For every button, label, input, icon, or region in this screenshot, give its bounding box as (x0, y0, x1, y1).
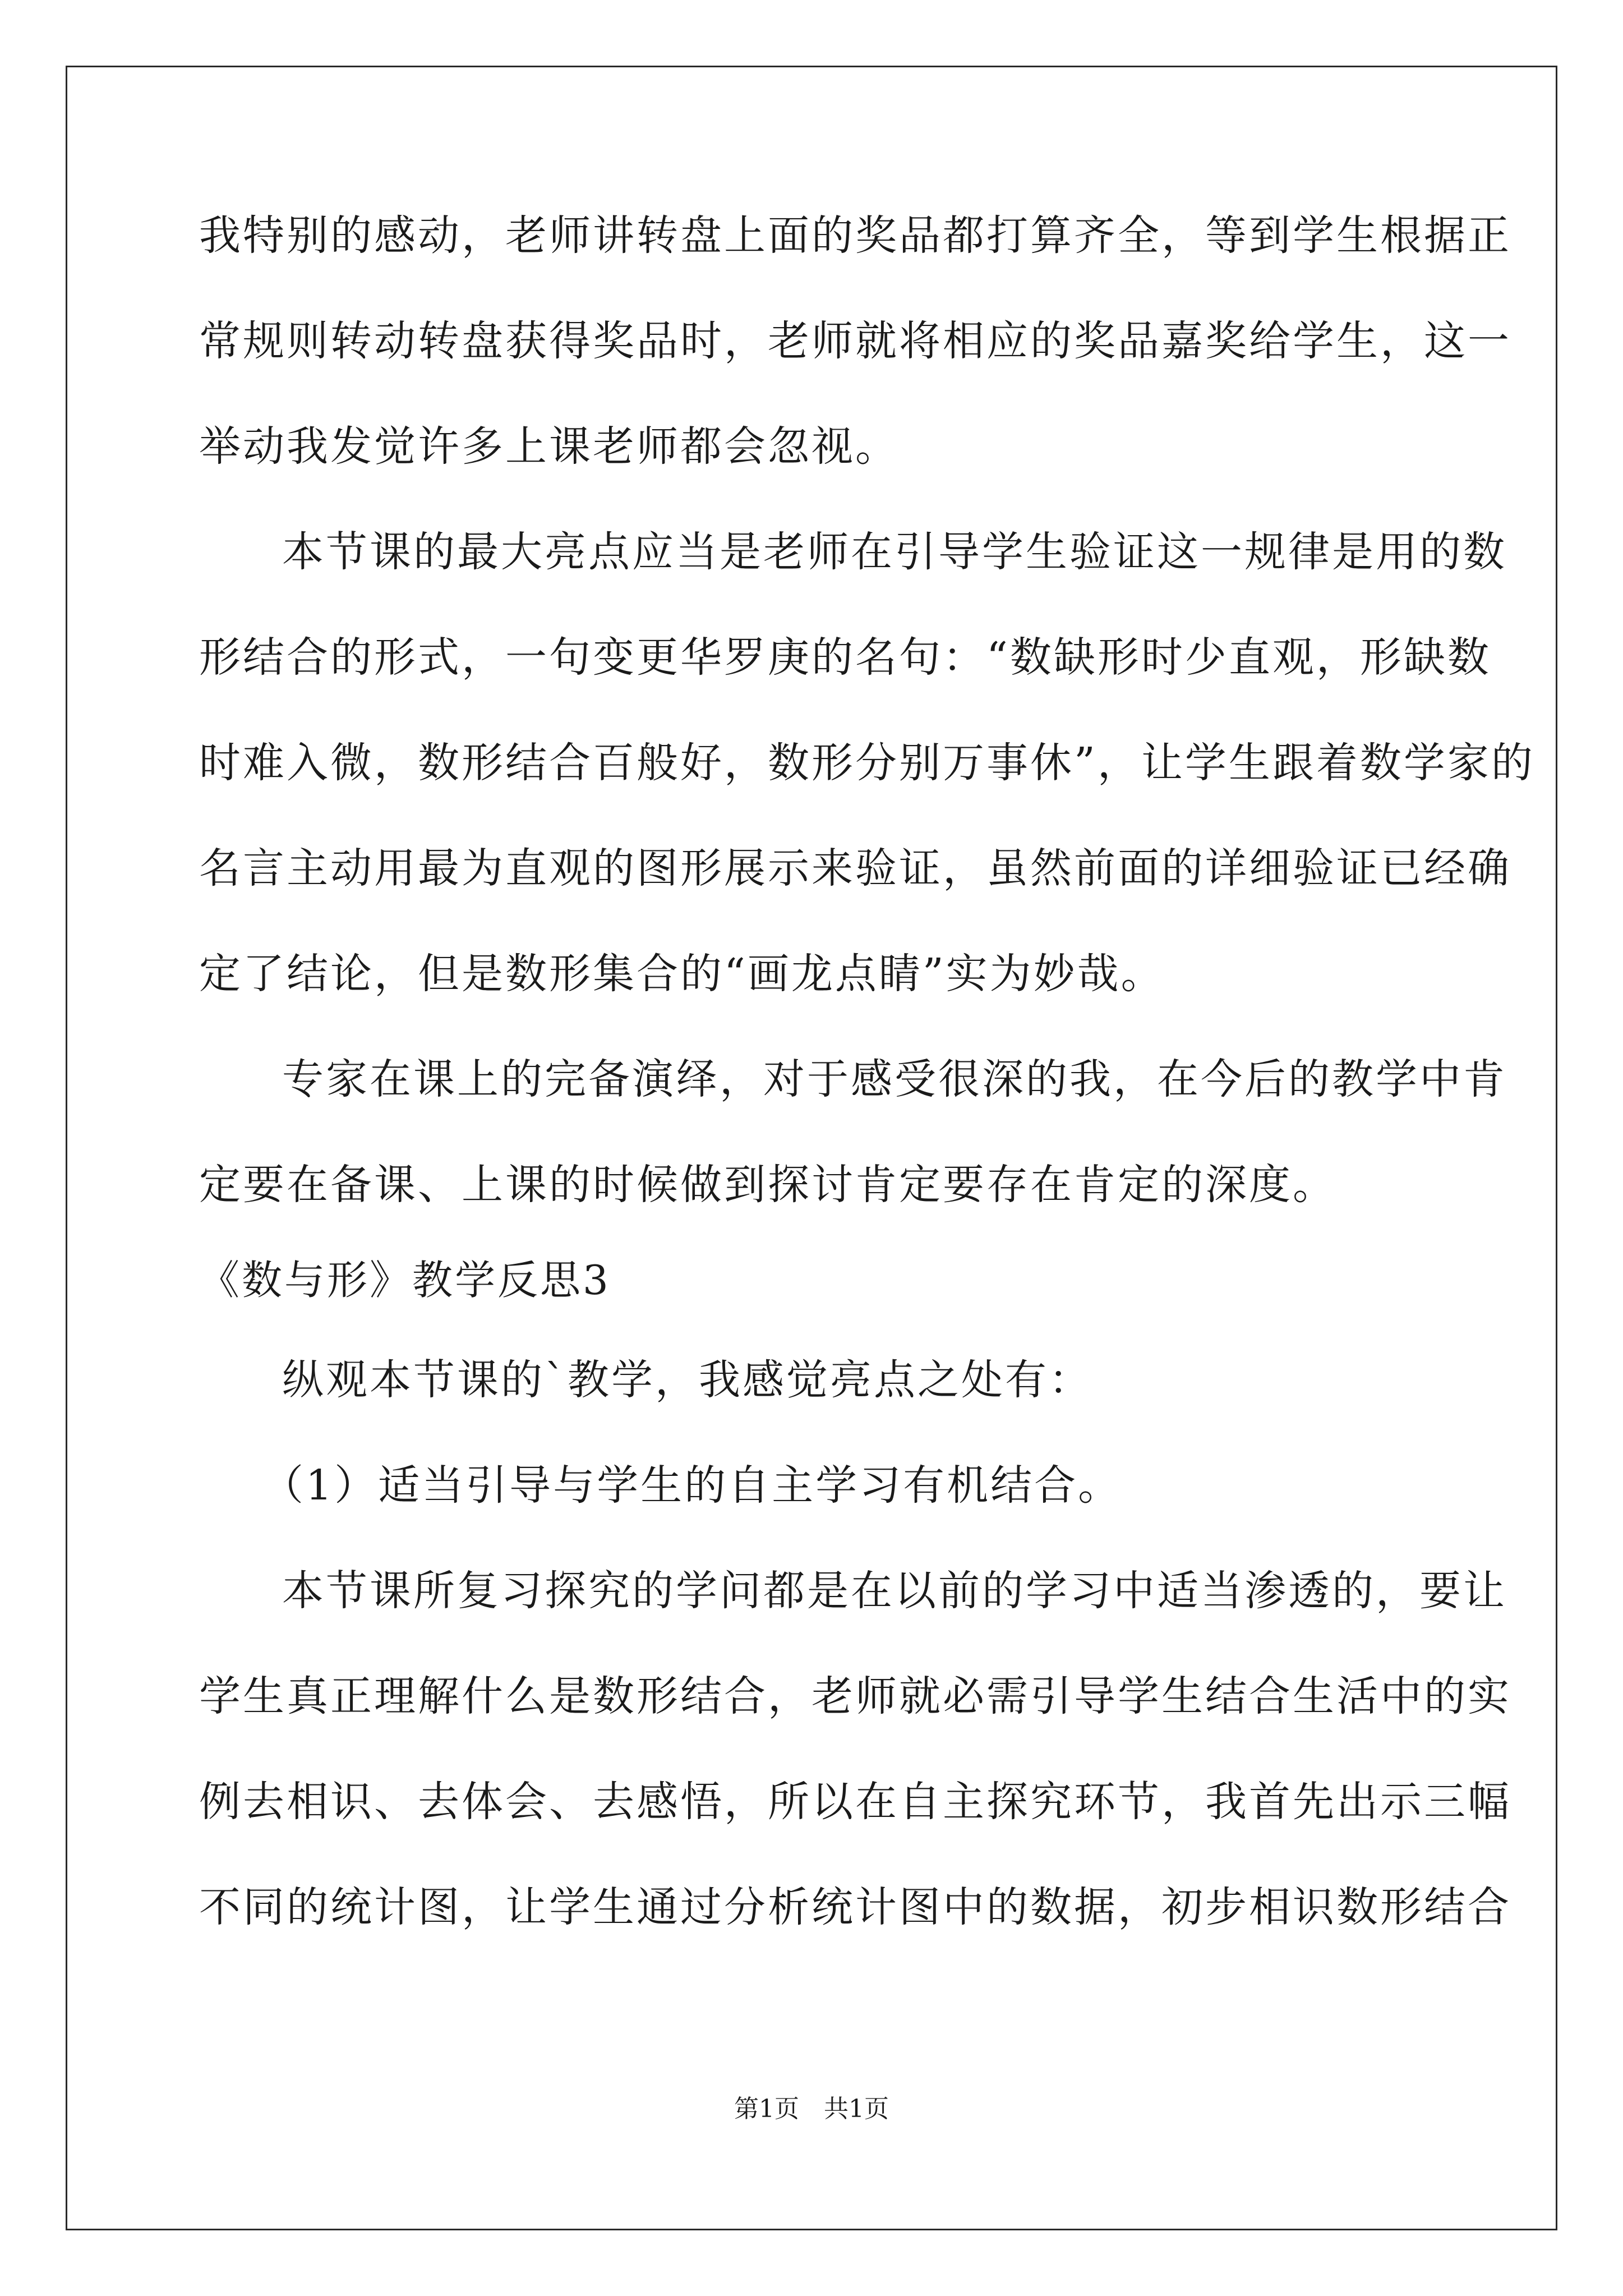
text-line: 我特别的感动，老师讲转盘上面的奖品都打算齐全，等到学生根据正 (199, 211, 1511, 260)
text-line: 不同的统计图，让学生通过分析统计图中的数据，初步相识数形结合 (199, 1883, 1511, 1931)
section-heading: 《数与形》教学反思3 (199, 1257, 611, 1304)
page-number-footer: 第1页 共1页 (734, 2095, 889, 2123)
text-line: 常规则转动转盘获得奖品时，老师就将相应的奖品嘉奖给学生，这一 (199, 317, 1511, 365)
text-line: 定了结论，但是数形集合的“画龙点睛”实为妙哉。 (199, 950, 1165, 998)
text-line: 学生真正理解什么是数形结合，老师就必需引导学生结合生活中的实 (199, 1672, 1511, 1720)
paragraph-start-line: 本节课所复习探究的学问都是在以前的学习中适当渗透的，要让 (282, 1567, 1507, 1615)
list-item-line: （1）适当引导与学生的自主学习有机结合。 (262, 1461, 1122, 1510)
text-line: 举动我发觉许多上课老师都会忽视。 (199, 422, 899, 471)
paragraph-start-line: 纵观本节课的`教学，我感觉亮点之处有： (282, 1356, 1092, 1404)
paragraph-start-line: 本节课的最大亮点应当是老师在引导学生验证这一规律是用的数 (282, 528, 1507, 576)
text-line: 例去相识、去体会、去感悟，所以在自主探究环节，我首先出示三幅 (199, 1778, 1511, 1826)
text-line: 定要在备课、上课的时候做到探讨肯定要存在肯定的深度。 (199, 1161, 1336, 1209)
text-line: 时难入微，数形结合百般好，数形分别万事休”，让学生跟着数学家的 (199, 739, 1535, 787)
text-line: 形结合的形式，一句变更华罗庚的名句：“数缺形时少直观，形缺数 (199, 633, 1491, 682)
text-line: 名言主动用最为直观的图形展示来验证，虽然前面的详细验证已经确 (199, 844, 1511, 892)
paragraph-start-line: 专家在课上的完备演绎，对于感受很深的我，在今后的教学中肯 (282, 1055, 1507, 1103)
